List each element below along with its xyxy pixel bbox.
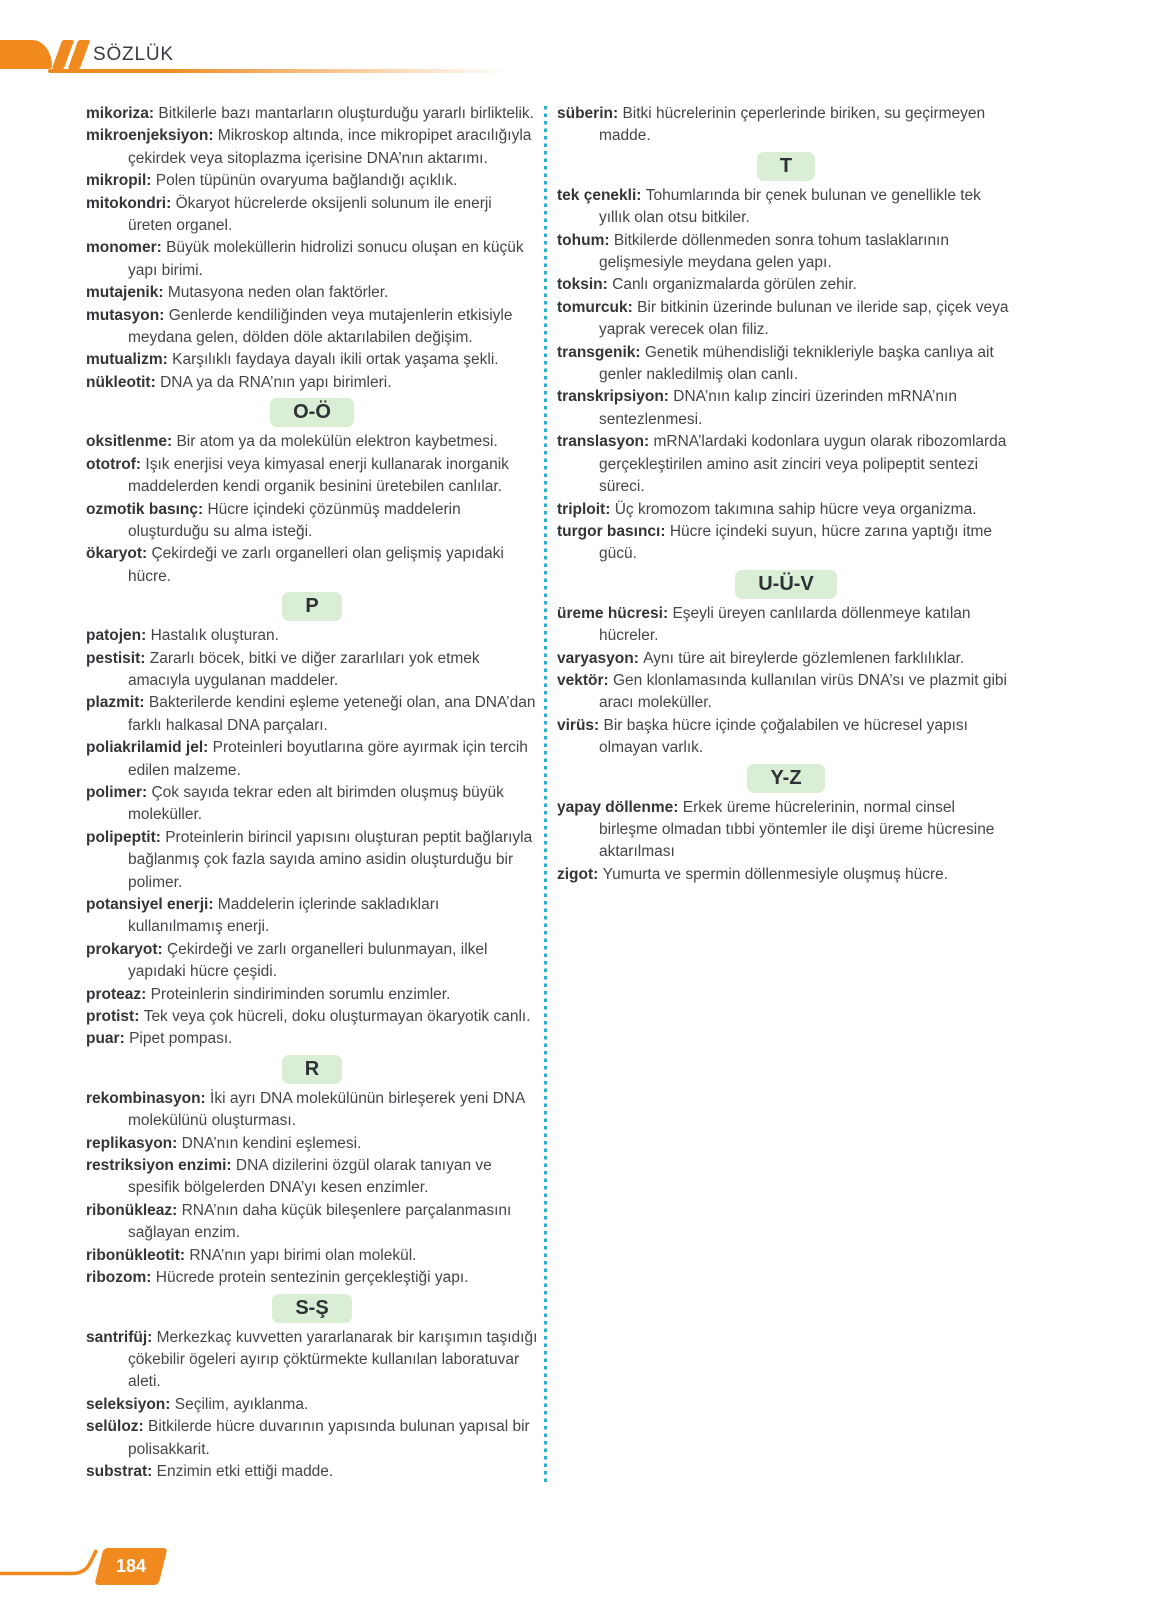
glossary-entry [86, 648, 538, 693]
glossary-definition: Merkezkaç kuvvetten yararlanarak bir karışımın taşıdığı çökebilir ögeleri ayırıp çöktürmekte kullanılan laboratuvar aleti. [128, 1328, 538, 1391]
glossary-term: mikroenjeksiyon: [86, 127, 218, 145]
glossary-definition: Gen klonlamasında kullanılan virüs DNA’sı ve plazmit gibi aracı moleküller. [599, 671, 1007, 712]
glossary-term: üreme hücresi: [557, 604, 673, 622]
glossary-term: virüs: [557, 716, 604, 734]
glossary-definition: Hücre içindeki suyun, hücre zarına yaptığı itme gücü. [599, 522, 993, 563]
glossary-entry [86, 125, 538, 170]
glossary-term: tek çenekli: [557, 186, 646, 204]
glossary-column-right [557, 103, 1015, 886]
glossary-entry [86, 737, 538, 782]
glossary-definition: Mutasyona neden olan faktörler. [167, 284, 389, 302]
glossary-term: toksin: [557, 276, 613, 294]
glossary-definition: Eşeyli üreyen canlılarda döllenmeye katılan hücreler. [599, 604, 971, 645]
glossary-definition: Enzimin etki ettiği madde. [156, 1462, 334, 1480]
glossary-entry [86, 782, 538, 827]
glossary-definition: Tek veya çok hücreli, doku oluşturmayan ökaryotik canlı. [143, 1008, 531, 1026]
section-badge: Y-Z [747, 764, 824, 793]
glossary-term: poliakrilamid jel: [86, 739, 213, 757]
glossary-definition: Genlerde kendiliğinden veya mutajenlerin etkisiyle meydana gelen, dölden döle aktarılabilen değişim. [128, 306, 513, 347]
glossary-term: transkripsiyon: [557, 388, 674, 406]
glossary-definition: DNA dizilerini özgül olarak tanıyan ve spesifik bölgelerden DNA’yı kesen enzimler. [128, 1157, 492, 1197]
glossary-definition: Bir başka hücre içinde çoğalabilen ve hücresel yapısı olmayan varlık. [599, 716, 968, 757]
glossary-entry [557, 274, 1015, 296]
glossary-term: mutajenik: [86, 284, 168, 302]
section-badge: R [282, 1055, 342, 1084]
glossary-definition: Seçilim, ayıklanma. [174, 1395, 309, 1413]
glossary-content [86, 103, 1015, 1483]
glossary-entry [86, 103, 538, 125]
glossary-term: mutasyon: [86, 306, 169, 324]
glossary-term: tohum: [557, 231, 614, 249]
glossary-definition: Çok sayıda tekrar eden alt birimden oluşmuş büyük moleküller. [128, 783, 504, 824]
glossary-term: patojen: [86, 627, 151, 645]
glossary-entry [86, 1200, 538, 1245]
glossary-term: varyasyon: [557, 649, 644, 667]
glossary-definition: RNA’nın yapı birimi olan molekül. [189, 1246, 417, 1264]
glossary-definition: Tohumlarında bir çenek bulunan ve genellikle tek yıllık olan otsu bitkiler. [599, 186, 981, 227]
glossary-term: potansiyel enerji: [86, 896, 218, 913]
glossary-entry [86, 237, 538, 282]
glossary-term: vektör: [557, 671, 613, 689]
glossary-term: süberin: [557, 105, 623, 122]
glossary-definition: Pipet pompası. [129, 1030, 233, 1048]
glossary-term: turgor basıncı: [557, 522, 670, 540]
glossary-term: oksitlenme: [86, 433, 177, 451]
glossary-definition: Bitkilerde döllenmeden sonra tohum taslaklarının gelişmesiyle meydana gelen yapı. [599, 231, 949, 272]
glossary-term: restriksiyon enzimi: [86, 1157, 236, 1175]
glossary-entry [86, 170, 538, 192]
glossary-definition: Hücrede protein sentezinin gerçekleştiği yapı. [155, 1269, 469, 1287]
page-title: SÖZLÜK [93, 44, 174, 65]
glossary-entry [86, 1006, 538, 1028]
glossary-entry [557, 103, 1015, 148]
glossary-entry [86, 282, 538, 304]
column-divider [544, 106, 547, 1483]
glossary-definition: Erkek üreme hücrelerinin, normal cinsel birleşme olmadan tıbbi yöntemler ile dişi üreme hücresine aktarılması [599, 798, 995, 861]
glossary-term: zigot: [557, 865, 603, 883]
glossary-definition: Bakterilerde kendini eşleme yeteneği olan, ana DNA’dan farklı halkasal DNA parçaları. [128, 694, 536, 734]
glossary-entry [86, 372, 538, 394]
glossary-definition: Bir bitkinin üzerinde bulunan ve ileride sap, çiçek veya yaprak verecek olan filiz. [599, 298, 1009, 339]
glossary-definition: mRNA’lardaki kodonlara uygun olarak ribozomlarda gerçekleştirilen amino asit zinciri veya polipeptit sentezi süreci. [599, 433, 1007, 496]
glossary-entry [86, 543, 538, 588]
glossary-term: ribonükleaz: [86, 1201, 182, 1219]
glossary-definition: Hücre içindeki çözünmüş maddelerin oluşturduğu su alma isteği. [128, 500, 461, 540]
glossary-term: ozmotik basınç: [86, 500, 208, 518]
glossary-definition: Çekirdeği ve zarlı organelleri olan gelişmiş yapıdaki hücre. [128, 545, 504, 585]
glossary-definition: DNA’nın kalıp zinciri üzerinden mRNA’nın sentezlenmesi. [599, 388, 957, 428]
glossary-definition: DNA’nın kendini eşlemesi. [181, 1134, 362, 1152]
glossary-term: yapay döllenme: [557, 798, 683, 816]
glossary-entry [86, 499, 538, 544]
glossary-entry [86, 1461, 538, 1483]
glossary-definition: Genetik mühendisliği teknikleriyle başka canlıya ait genler nakledilmiş olan canlı. [599, 343, 994, 384]
glossary-entry [86, 1028, 538, 1050]
glossary-term: ribozom: [86, 1269, 156, 1287]
glossary-definition: Mikroskop altında, ince mikropipet aracılığıyla çekirdek veya sitoplazma içerisine DNA’nın aktarımı. [128, 127, 532, 167]
glossary-term: mikropil: [86, 172, 156, 190]
glossary-definition: Proteinlerin birincil yapısını oluşturan peptit bağlarıyla bağlanmış çok fazla sayıda amino asidin oluşturduğu bir polimer. [128, 828, 533, 891]
glossary-term: proteaz: [86, 985, 151, 1003]
glossary-entry [86, 692, 538, 737]
glossary-entry [557, 342, 1015, 387]
section-badge: T [757, 152, 815, 181]
glossary-term: monomer: [86, 239, 167, 257]
glossary-definition: Canlı organizmalarda görülen zehir. [612, 276, 857, 294]
glossary-column-left [86, 103, 538, 1483]
glossary-definition: Karşılıklı faydaya dayalı ikili ortak yaşama şekli. [172, 351, 499, 369]
glossary-entry [86, 305, 538, 350]
section-badge: S-Ş [272, 1294, 351, 1323]
glossary-entry [86, 349, 538, 371]
glossary-definition: Bitki hücrelerinin çeperlerinde biriken, su geçirmeyen madde. [599, 105, 986, 145]
glossary-definition: Bitkilerle bazı mantarların oluşturduğu yararlı birliktelik. [158, 105, 534, 122]
glossary-entry [86, 1267, 538, 1289]
glossary-entry [86, 939, 538, 984]
glossary-entry [86, 1394, 538, 1416]
glossary-term: plazmit: [86, 694, 149, 712]
glossary-definition: DNA ya da RNA’nın yapı birimleri. [160, 373, 392, 391]
glossary-definition: Aynı türe ait bireylerde gözlemlenen farklılıklar. [643, 649, 965, 667]
glossary-term: polipeptit: [86, 828, 166, 846]
glossary-term: protist: [86, 1008, 144, 1026]
glossary-entry [557, 386, 1015, 431]
glossary-term: mitokondri: [86, 194, 176, 212]
glossary-definition: Proteinleri boyutlarına göre ayırmak için tercih edilen malzeme. [128, 739, 528, 779]
glossary-definition: İki ayrı DNA molekülünün birleşerek yeni DNA molekülünü oluşturması. [128, 1089, 525, 1130]
glossary-term: ribonükleotit: [86, 1246, 190, 1264]
glossary-definition: Üç kromozom takımına sahip hücre veya organizma. [614, 500, 977, 518]
glossary-term: santrifüj: [86, 1328, 157, 1346]
glossary-entry [557, 521, 1015, 566]
glossary-definition: Ökaryot hücrelerde oksijenli solunum ile enerji üreten organel. [128, 194, 492, 235]
page-number-badge [94, 1548, 167, 1585]
page-number: 184 [115, 1556, 147, 1576]
glossary-definition: Polen tüpünün ovaryuma bağlandığı açıklık. [155, 172, 458, 190]
glossary-term: pestisit: [86, 649, 150, 667]
glossary-term: substrat: [86, 1462, 157, 1480]
glossary-entry [557, 670, 1015, 715]
glossary-entry [557, 648, 1015, 670]
section-badge: O-Ö [270, 398, 354, 427]
glossary-term: translasyon: [557, 433, 654, 451]
glossary-entry [557, 603, 1015, 648]
glossary-definition: Büyük moleküllerin hidrolizi sonucu oluşan en küçük yapı birimi. [128, 239, 524, 279]
glossary-entry [86, 1327, 538, 1394]
glossary-definition: Bitkilerde hücre duvarının yapısında bulunan yapısal bir polisakkarit. [128, 1418, 530, 1458]
glossary-entry [557, 431, 1015, 498]
glossary-term: ökaryot: [86, 545, 152, 563]
glossary-definition: RNA’nın daha küçük bileşenlere parçalanmasını sağlayan enzim. [128, 1201, 512, 1242]
glossary-entry [557, 185, 1015, 230]
glossary-definition: Hastalık oluşturan. [150, 627, 279, 645]
glossary-entry [557, 864, 1015, 886]
glossary-entry [557, 715, 1015, 760]
header-underline [48, 69, 548, 73]
glossary-definition: Işık enerjisi veya kimyasal enerji kullanarak inorganik maddelerden kendi organik besinini üretebilen canlılar. [128, 455, 509, 496]
glossary-entry [557, 499, 1015, 521]
glossary-entry [557, 297, 1015, 342]
glossary-definition: Proteinlerin sindiriminden sorumlu enzimler. [150, 985, 451, 1003]
glossary-entry [86, 827, 538, 894]
glossary-term: replikasyon: [86, 1134, 182, 1152]
glossary-term: mikoriza: [86, 105, 159, 122]
glossary-entry [86, 1088, 538, 1133]
glossary-entry [86, 1245, 538, 1267]
glossary-term: ototrof: [86, 455, 146, 473]
glossary-term: polimer: [86, 783, 152, 801]
glossary-entry [557, 230, 1015, 275]
glossary-definition: Bir atom ya da molekülün elektron kaybetmesi. [176, 433, 498, 451]
glossary-term: rekombinasyon: [86, 1089, 211, 1107]
glossary-term: triploit: [557, 500, 615, 518]
glossary-entry [86, 625, 538, 647]
glossary-entry [86, 1416, 538, 1461]
glossary-definition: Yumurta ve spermin döllenmesiyle oluşmuş hücre. [602, 865, 949, 883]
glossary-term: mutualizm: [86, 351, 173, 369]
glossary-entry [86, 984, 538, 1006]
glossary-entry [86, 193, 538, 238]
glossary-entry [86, 1133, 538, 1155]
glossary-term: seleksiyon: [86, 1395, 175, 1413]
glossary-entry [86, 894, 538, 939]
glossary-entry [86, 1155, 538, 1200]
section-badge: U-Ü-V [735, 570, 837, 599]
glossary-term: prokaryot: [86, 940, 167, 958]
glossary-entry [557, 797, 1015, 864]
glossary-entry [86, 454, 538, 499]
glossary-term: puar: [86, 1030, 130, 1048]
glossary-entry [86, 431, 538, 453]
glossary-definition: Çekirdeği ve zarlı organelleri bulunmayan, ilkel yapıdaki hücre çeşidi. [128, 940, 488, 981]
glossary-term: transgenik: [557, 343, 645, 361]
glossary-term: selüloz: [86, 1418, 149, 1436]
glossary-definition: Maddelerin içlerinde sakladıkları kullanılmamış enerji. [128, 896, 440, 936]
glossary-term: nükleotit: [86, 373, 161, 391]
glossary-term: tomurcuk: [557, 298, 638, 316]
glossary-definition: Zararlı böcek, bitki ve diğer zararlıları yok etmek amacıyla uygulanan maddeler. [128, 649, 480, 689]
header-bar-shape [0, 40, 52, 69]
section-badge: P [282, 592, 341, 621]
